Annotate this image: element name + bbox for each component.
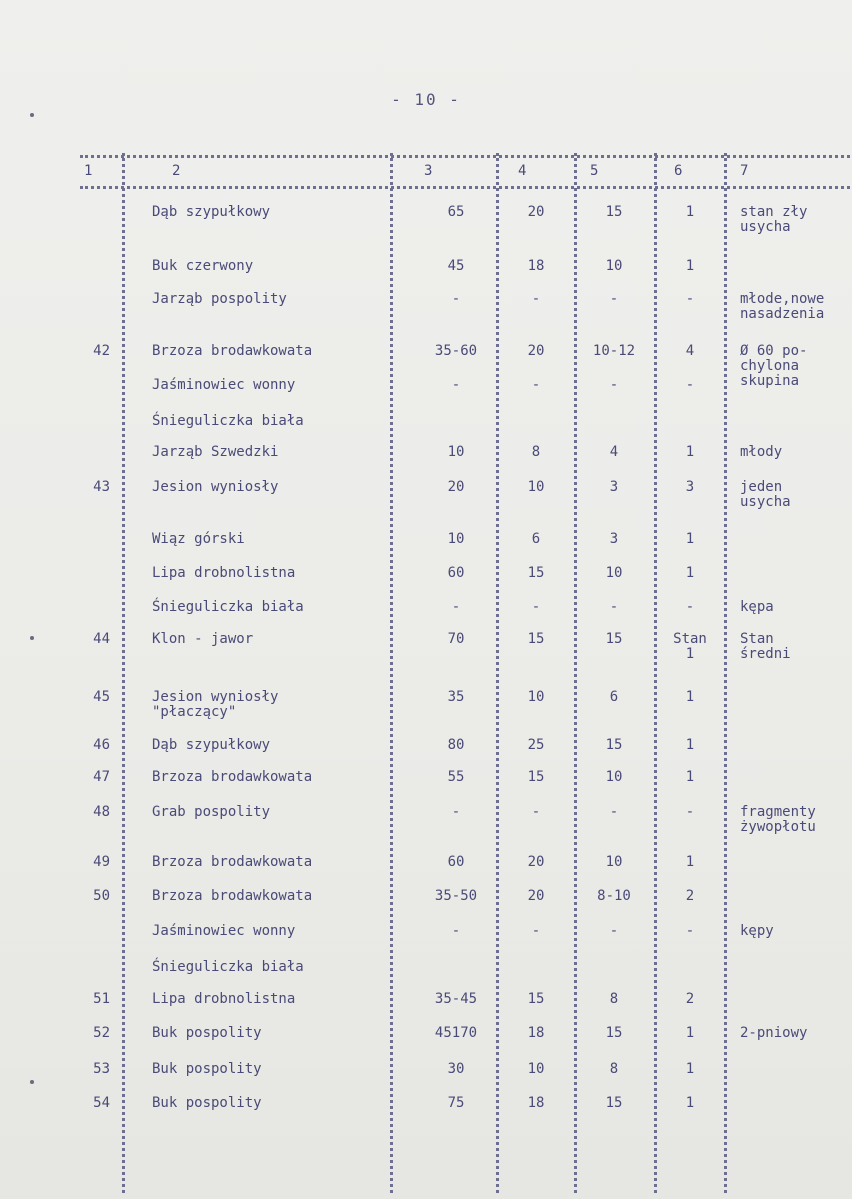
table-cell-c1: 52 (93, 1025, 110, 1041)
table-cell-c3: 35-50 (434, 888, 478, 904)
header-col-4: 4 (518, 163, 527, 179)
table-cell-c6: - (685, 291, 695, 307)
table-cell-c6: - (685, 923, 695, 939)
table-cell-c5: 15 (605, 737, 623, 753)
table-cell-c6: 1 (685, 258, 695, 274)
header-col-3: 3 (424, 163, 433, 179)
table-cell-c6: 1 (685, 444, 695, 460)
table-cell-c2: Brzoza brodawkowata (152, 888, 313, 904)
table-cell-c7: kępy (740, 923, 774, 939)
table-cell-c2: Jesion wyniosły "płaczący" (152, 689, 279, 720)
table-cell-c4: 20 (527, 854, 545, 870)
table-cell-c4: - (531, 599, 541, 615)
table-cell-c5: 15 (605, 1095, 623, 1111)
table-cell-c2: Buk pospolity (152, 1061, 262, 1077)
punch-mark (30, 113, 34, 117)
table-cell-c6: 2 (685, 888, 695, 904)
table-cell-c7: Ø 60 po- chylona skupina (740, 343, 808, 389)
table-cell-c2: Buk czerwony (152, 258, 254, 274)
table-cell-c3: 35-60 (434, 343, 478, 359)
table-cell-c6: 1 (685, 565, 695, 581)
table-cell-c6: 1 (685, 531, 695, 547)
table-cell-c5: 8 (609, 991, 619, 1007)
punch-mark (30, 1080, 34, 1084)
table-cell-c5: - (609, 923, 619, 939)
table-cell-c7: 2-pniowy (740, 1025, 808, 1041)
table-cell-c3: 10 (447, 444, 465, 460)
table-cell-c4: 20 (527, 343, 545, 359)
table-cell-c2: Brzoza brodawkowata (152, 854, 313, 870)
table-cell-c2: Dąb szypułkowy (152, 204, 271, 220)
table-cell-c7: jeden usycha (740, 479, 791, 510)
table-cell-c7: młody (740, 444, 783, 460)
table-cell-c6: 1 (685, 1061, 695, 1077)
table-cell-c2: Jaśminowiec wonny (152, 377, 296, 393)
table-cell-c5: - (609, 804, 619, 820)
table-cell-c5: 10 (605, 769, 623, 785)
table-cell-c3: 70 (447, 631, 465, 647)
table-cell-c2: Buk pospolity (152, 1095, 262, 1111)
table-cell-c2: Lipa drobnolistna (152, 565, 296, 581)
table-cell-c2: Buk pospolity (152, 1025, 262, 1041)
table-cell-c6: - (685, 804, 695, 820)
table-cell-c2: Brzoza brodawkowata (152, 343, 313, 359)
table-cell-c4: - (531, 923, 541, 939)
table-cell-c2: Lipa drobnolistna (152, 991, 296, 1007)
header-col-2: 2 (172, 163, 181, 179)
table-cell-c3: 60 (447, 565, 465, 581)
table-cell-c6: - (685, 377, 695, 393)
table-cell-c2: Jaśminowiec wonny (152, 923, 296, 939)
table-cell-c4: - (531, 377, 541, 393)
table-cell-c3: 60 (447, 854, 465, 870)
table-cell-c7: Stan średni (740, 631, 791, 662)
table-cell-c6: 1 (685, 689, 695, 705)
table-cell-c5: 6 (609, 689, 619, 705)
header-col-5: 5 (590, 163, 599, 179)
table-cell-c3: - (451, 599, 461, 615)
table-cell-c4: 18 (527, 1025, 545, 1041)
table-cell-c5: 10 (605, 854, 623, 870)
table-cell-c3: 30 (447, 1061, 465, 1077)
table-cell-c1: 47 (93, 769, 110, 785)
table-cell-c4: - (531, 291, 541, 307)
table-cell-c1: 49 (93, 854, 110, 870)
table-cell-c6: 4 (685, 343, 695, 359)
table-cell-c6: 1 (685, 1025, 695, 1041)
table-cell-c5: 15 (605, 1025, 623, 1041)
table-cell-c3: 45170 (434, 1025, 478, 1041)
table-cell-c1: 50 (93, 888, 110, 904)
punch-mark (30, 636, 34, 640)
table-cell-c5: - (609, 291, 619, 307)
table-cell-c1: 42 (93, 343, 110, 359)
table-cell-c4: 25 (527, 737, 545, 753)
table-cell-c4: 15 (527, 565, 545, 581)
table-cell-c5: 10-12 (592, 343, 636, 359)
table-cell-c5: 10 (605, 258, 623, 274)
table-cell-c3: 80 (447, 737, 465, 753)
table-cell-c6: 1 (685, 1095, 695, 1111)
table-cell-c1: 45 (93, 689, 110, 705)
header-col-1: 1 (84, 163, 93, 179)
column-divider (122, 153, 125, 1193)
table-cell-c4: 10 (527, 479, 545, 495)
table-cell-c2: Jarząb Szwedzki (152, 444, 279, 460)
table-cell-c2: Jarząb pospolity (152, 291, 287, 307)
table-cell-c6: 3 (685, 479, 695, 495)
table-cell-c3: - (451, 923, 461, 939)
table-cell-c3: - (451, 377, 461, 393)
table-cell-c5: 10 (605, 565, 623, 581)
table-cell-c6: 1 (685, 769, 695, 785)
table-cell-c4: 6 (531, 531, 541, 547)
table-cell-c1: 44 (93, 631, 110, 647)
table-cell-c4: 15 (527, 631, 545, 647)
table-cell-c3: 35 (447, 689, 465, 705)
table-cell-c3: 35-45 (434, 991, 478, 1007)
table-cell-c6: 2 (685, 991, 695, 1007)
header-col-6: 6 (674, 163, 683, 179)
table-top-rule (80, 155, 850, 158)
table-cell-c5: 3 (609, 479, 619, 495)
table-cell-c3: 45 (447, 258, 465, 274)
table-cell-c1: 46 (93, 737, 110, 753)
table-cell-c4: 20 (527, 204, 545, 220)
table-cell-c1: 51 (93, 991, 110, 1007)
table-cell-c5: 15 (605, 631, 623, 647)
table-cell-c4: 18 (527, 1095, 545, 1111)
table-cell-c7: fragmenty żywopłotu (740, 804, 816, 835)
table-cell-c2: Dąb szypułkowy (152, 737, 271, 753)
table-cell-c5: - (609, 377, 619, 393)
table-cell-c4: - (531, 804, 541, 820)
table-cell-c6: 1 (685, 854, 695, 870)
table-cell-c7: stan zły usycha (740, 204, 808, 235)
table-cell-c3: 65 (447, 204, 465, 220)
table-cell-c2: Brzoza brodawkowata (152, 769, 313, 785)
table-cell-c1: 53 (93, 1061, 110, 1077)
table-cell-c4: 15 (527, 991, 545, 1007)
column-divider (390, 153, 393, 1193)
table-cell-c2: Jesion wyniosły (152, 479, 279, 495)
table-cell-c2: Wiąz górski (152, 531, 245, 547)
table-cell-c7: młode,nowe nasadzenia (740, 291, 825, 322)
table-cell-c6: 1 (685, 204, 695, 220)
table-cell-c5: 15 (605, 204, 623, 220)
table-cell-c2: Śnieguliczka biała (152, 959, 304, 975)
table-cell-c2: Grab pospolity (152, 804, 271, 820)
table-cell-c5: 8-10 (597, 888, 631, 904)
table-cell-c4: 10 (527, 1061, 545, 1077)
table-cell-c1: 54 (93, 1095, 110, 1111)
table-cell-c6: 1 (685, 737, 695, 753)
table-cell-c2: Klon - jawor (152, 631, 254, 647)
table-cell-c2: Śnieguliczka biała (152, 599, 304, 615)
column-divider (574, 153, 577, 1193)
table-cell-c2: Śnieguliczka biała (152, 413, 304, 429)
table-cell-c4: 8 (531, 444, 541, 460)
table-cell-c4: 18 (527, 258, 545, 274)
table-cell-c5: 8 (609, 1061, 619, 1077)
header-col-7: 7 (740, 163, 749, 179)
table-cell-c7: kępa (740, 599, 774, 615)
column-divider (496, 153, 499, 1193)
page-number: - 10 - (391, 90, 461, 109)
table-cell-c6: - (685, 599, 695, 615)
table-cell-c5: 3 (609, 531, 619, 547)
table-cell-c5: - (609, 599, 619, 615)
table-cell-c4: 15 (527, 769, 545, 785)
header-bottom-rule (80, 186, 850, 189)
table-cell-c3: 20 (447, 479, 465, 495)
table-cell-c3: 55 (447, 769, 465, 785)
column-divider (724, 153, 727, 1193)
table-cell-c4: 20 (527, 888, 545, 904)
table-cell-c3: 75 (447, 1095, 465, 1111)
table-cell-c3: - (451, 291, 461, 307)
table-cell-c3: - (451, 804, 461, 820)
table-cell-c3: 10 (447, 531, 465, 547)
table-cell-c1: 48 (93, 804, 110, 820)
column-divider (654, 153, 657, 1193)
table-cell-c4: 10 (527, 689, 545, 705)
table-cell-c5: 4 (609, 444, 619, 460)
table-cell-c6: Stan 1 (673, 631, 707, 662)
table-cell-c1: 43 (93, 479, 110, 495)
